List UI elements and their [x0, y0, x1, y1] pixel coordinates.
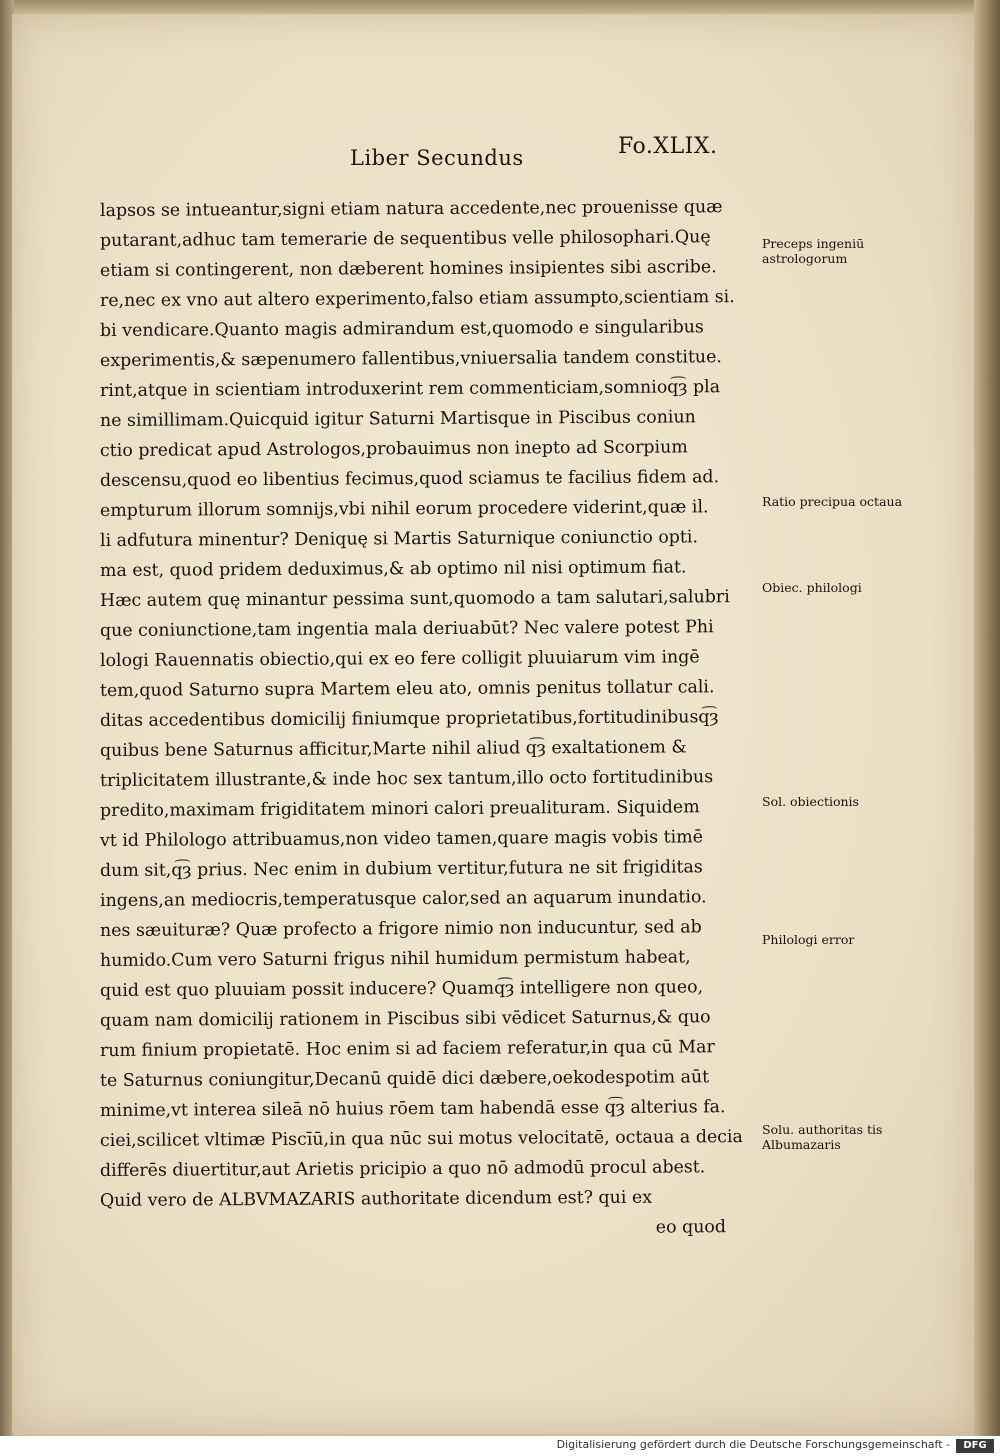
text-line: ma est, quod pridem deduximus,& ab optimo nil nisi optimum fiat. — [99, 557, 687, 581]
margin-note: Solu. authoritas tis Albumazaris — [762, 1122, 883, 1152]
margin-notes — [12, 14, 974, 1434]
text-line: experimentis,& sæpenumero fallentibus,vniuersalia tandem constitue. — [99, 347, 722, 371]
text-line: nes sæuituræ? Quæ profecto a frigore nimio non inducuntur, sed ab — [99, 917, 702, 941]
text-line: descensu,quod eo libentius fecimus,quod sciamus te facilius fidem ad. — [99, 467, 720, 491]
catchword: eo quod — [655, 1217, 727, 1238]
folio-number: Fo.XLIX. — [618, 134, 718, 159]
text-line: lapsos se intueantur,signi etiam natura accedente,nec prouenisse quæ — [99, 197, 723, 221]
book-page — [12, 14, 974, 1434]
text-line: minime,vt interea sileā nō huius rōem tam habendā esse q͡ȝ alterius fa. — [99, 1097, 726, 1121]
text-line: putarant,adhuc tam temerarie de sequentibus velle philosophari.Quę — [99, 227, 711, 251]
text-line: li adfutura minentur? Deniquę si Martis Saturnique coniunctio opti. — [99, 527, 699, 551]
text-line: que coniunctione,tam ingentia mala deriuabūt? Nec valere potest Phi — [99, 617, 714, 641]
text-line: quid est quo pluuiam possit inducere? Quamq͡ȝ intelligere non queo, — [99, 977, 704, 1001]
text-line: bi vendicare.Quanto magis admirandum est,quomodo e singularibus — [99, 317, 704, 341]
text-line: predito,maximam frigiditatem minori calori preualituram. Siquidem — [99, 797, 700, 821]
text-line: rum finium propietatē. Hoc enim si ad faciem referatur,in qua cū Mar — [99, 1037, 715, 1061]
text-line: te Saturnus coniungitur,Decanū quidē dici dæbere,oekodespotim aūt — [99, 1067, 710, 1091]
text-line: ctio predicat apud Astrologos,probauimus non inepto ad Scorpium — [99, 437, 688, 461]
margin-note: Philologi error — [762, 932, 855, 947]
margin-note: Sol. obiectionis — [762, 794, 859, 809]
text-line: Quid vero de ALBVMAZARIS authoritate dicendum est? qui ex — [99, 1187, 653, 1211]
text-line: triplicitatem illustrante,& inde hoc sex tantum,illo octo fortitudinibus — [99, 767, 714, 791]
text-line: vt id Philologo attribuamus,non video tamen,quare magis vobis timē — [99, 827, 704, 851]
text-line: dum sit,q͡ȝ prius. Nec enim in dubium vertitur,futura ne sit frigiditas — [99, 857, 703, 881]
text-line: etiam si contingerent, non dæberent homines insipientes sibi ascribe. — [99, 257, 717, 281]
text-line: quam nam domicilij rationem in Piscibus sibi vēdicet Saturnus,& quo — [99, 1007, 711, 1031]
text-line: re,nec ex vno aut altero experimento,falso etiam assumpto,scientiam si. — [99, 287, 735, 311]
dfg-logo: DFG — [956, 1439, 994, 1453]
text-line: Hæc autem quę minantur pessima sunt,quomodo a tam salutari,salubri — [99, 587, 730, 611]
text-line: empturum illorum somnijs,vbi nihil eorum procedere viderint,quæ il. — [99, 497, 709, 521]
text-line: lologi Rauennatis obiectio,qui ex eo fere colligit pluuiarum vim ingē — [99, 647, 700, 671]
text-line: humido.Cum vero Saturni frigus nihil humidum permistum habeat, — [99, 947, 691, 971]
running-head-title: Liber Secundus — [350, 146, 524, 170]
digitization-footer — [0, 1436, 1000, 1456]
text-line: rint,atque in scientiam introduxerint rem commenticiam,somnioq͡ȝ pla — [99, 377, 721, 401]
text-line: ingens,an mediocris,temperatusque calor,sed an aquarum inundatio. — [99, 887, 707, 911]
text-line: differēs diuertitur,aut Arietis pricipio a quo nō admodū procul abest. — [99, 1157, 706, 1181]
page-edge-right — [974, 0, 1000, 1456]
text-line: ne simillimam.Quicquid igitur Saturni Martisque in Piscibus coniun — [99, 407, 696, 431]
text-line: ciei,scilicet vltimæ Piscīū,in qua nūc sui motus velocitatē, octaua a decia — [99, 1127, 743, 1151]
text-line: tem,quod Saturno supra Martem eleu ato, omnis penitus tollatur cali. — [99, 677, 715, 701]
text-line: quibus bene Saturnus afficitur,Marte nihil aliud q͡ȝ exaltationem & — [99, 737, 687, 761]
margin-note: Ratio precipua octaua — [762, 494, 903, 509]
margin-note: Preceps ingeniū astrologorum — [762, 236, 865, 266]
text-line: ditas accedentibus domicilij finiumque proprietatibus,fortitudinibusq͡ȝ — [99, 707, 719, 731]
funding-credit: Digitalisierung gefördert durch die Deutsche Forschungsgemeinschaft - — [556, 1438, 950, 1451]
margin-note: Obiec. philologi — [762, 580, 862, 595]
